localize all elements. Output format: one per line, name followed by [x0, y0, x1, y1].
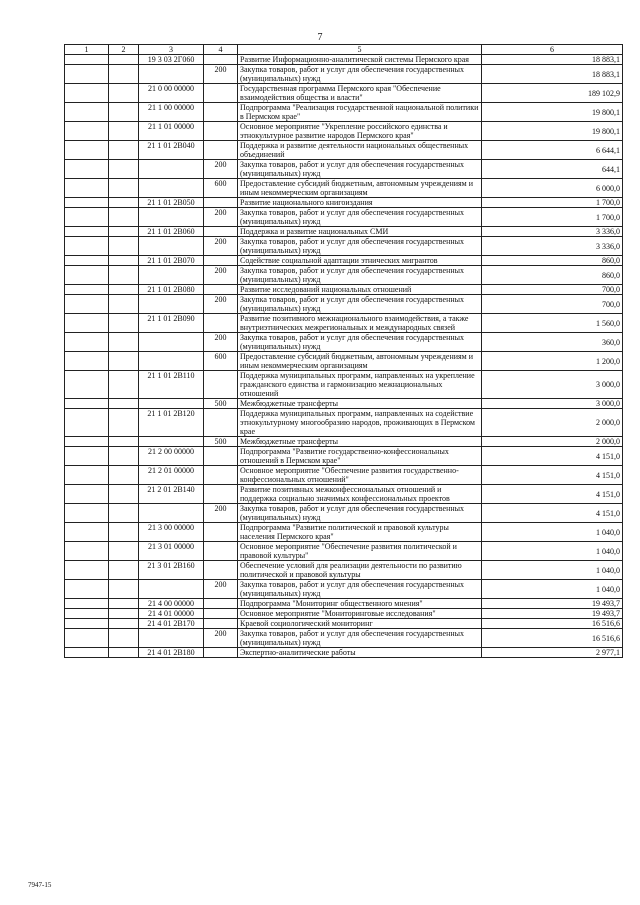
row-cell-empty-1: [65, 256, 109, 266]
row-cell-empty-1: [65, 227, 109, 237]
row-name: Закупка товаров, работ и услуг для обеспечения государственных (муниципальных) нужд: [238, 295, 482, 314]
row-amount: 644,1: [482, 160, 623, 179]
row-cell-empty-1: [65, 629, 109, 648]
header-cell-3: 3: [139, 45, 204, 55]
row-amount: 4 151,0: [482, 485, 623, 504]
row-amount: 1 040,0: [482, 523, 623, 542]
row-expense-type: 200: [204, 629, 238, 648]
row-cell-empty-1: [65, 122, 109, 141]
row-code: [139, 237, 204, 256]
row-cell-empty-1: [65, 437, 109, 447]
row-cell-empty-1: [65, 648, 109, 658]
table-row: [65, 371, 623, 399]
row-cell-empty-2: [109, 466, 139, 485]
row-expense-type: [204, 542, 238, 561]
row-cell-empty-2: [109, 160, 139, 179]
row-amount: 16 516,6: [482, 619, 623, 629]
row-code: [139, 179, 204, 198]
row-name: Межбюджетные трансферты: [238, 399, 482, 409]
row-amount: 3 000,0: [482, 371, 623, 399]
row-cell-empty-2: [109, 352, 139, 371]
row-cell-empty-2: [109, 141, 139, 160]
row-expense-type: [204, 141, 238, 160]
row-cell-empty-1: [65, 266, 109, 285]
row-expense-type: 500: [204, 399, 238, 409]
row-code: 21 1 01 2В080: [139, 285, 204, 295]
header-cell-5: 5: [238, 45, 482, 55]
row-amount: 1 040,0: [482, 542, 623, 561]
row-name: Закупка товаров, работ и услуг для обеспечения государственных (муниципальных) нужд: [238, 237, 482, 256]
row-amount: 860,0: [482, 266, 623, 285]
row-code: 21 2 00 00000: [139, 447, 204, 466]
row-amount: 16 516,6: [482, 629, 623, 648]
table-row: [65, 447, 623, 466]
row-amount: 19 800,1: [482, 122, 623, 141]
table-row: [65, 333, 623, 352]
row-cell-empty-2: [109, 256, 139, 266]
table-row: [65, 409, 623, 437]
row-amount: 1 040,0: [482, 580, 623, 599]
row-code: 21 1 01 2В060: [139, 227, 204, 237]
footnote: 7947-15: [28, 881, 52, 889]
row-code: [139, 65, 204, 84]
row-cell-empty-1: [65, 485, 109, 504]
row-cell-empty-2: [109, 409, 139, 437]
row-expense-type: 200: [204, 580, 238, 599]
row-name: Закупка товаров, работ и услуг для обеспечения государственных (муниципальных) нужд: [238, 160, 482, 179]
table-row: [65, 437, 623, 447]
row-name: Закупка товаров, работ и услуг для обеспечения государственных (муниципальных) нужд: [238, 65, 482, 84]
row-code: 21 4 00 00000: [139, 599, 204, 609]
row-amount: 3 000,0: [482, 399, 623, 409]
row-expense-type: [204, 609, 238, 619]
row-expense-type: [204, 285, 238, 295]
table-row: [65, 122, 623, 141]
table-row: [65, 103, 623, 122]
row-name: Закупка товаров, работ и услуг для обеспечения государственных (муниципальных) нужд: [238, 333, 482, 352]
row-expense-type: 500: [204, 437, 238, 447]
row-code: [139, 333, 204, 352]
header-row: [65, 45, 623, 55]
table-row: [65, 352, 623, 371]
row-name: Основное мероприятие "Обеспечение развития государственно-конфессиональных отношений": [238, 466, 482, 485]
row-cell-empty-2: [109, 122, 139, 141]
row-cell-empty-2: [109, 523, 139, 542]
row-code: [139, 208, 204, 227]
header-cell-4: 4: [204, 45, 238, 55]
row-expense-type: 200: [204, 208, 238, 227]
row-cell-empty-2: [109, 295, 139, 314]
row-cell-empty-1: [65, 561, 109, 580]
row-name: Подпрограмма "Реализация государственной национальной политики в Пермском крае": [238, 103, 482, 122]
table-row: [65, 227, 623, 237]
row-expense-type: [204, 619, 238, 629]
row-amount: 860,0: [482, 256, 623, 266]
row-cell-empty-2: [109, 285, 139, 295]
row-expense-type: 200: [204, 65, 238, 84]
table-row: [65, 198, 623, 208]
row-amount: 360,0: [482, 333, 623, 352]
table-row: [65, 485, 623, 504]
row-amount: 1 560,0: [482, 314, 623, 333]
row-amount: 1 700,0: [482, 208, 623, 227]
row-name: Закупка товаров, работ и услуг для обеспечения государственных (муниципальных) нужд: [238, 208, 482, 227]
row-amount: 1 200,0: [482, 352, 623, 371]
row-code: 21 3 01 00000: [139, 542, 204, 561]
header-cell-2: 2: [109, 45, 139, 55]
row-cell-empty-1: [65, 399, 109, 409]
row-name: Закупка товаров, работ и услуг для обеспечения государственных (муниципальных) нужд: [238, 266, 482, 285]
row-code: 21 1 01 2В050: [139, 198, 204, 208]
row-expense-type: [204, 55, 238, 65]
table-row: [65, 295, 623, 314]
row-cell-empty-1: [65, 198, 109, 208]
row-cell-empty-1: [65, 371, 109, 399]
row-code: 19 3 03 2Г060: [139, 55, 204, 65]
row-expense-type: [204, 122, 238, 141]
row-name: Развитие позитивного межнационального взаимодействия, а также внутриэтнических межрегиональных и международных связей: [238, 314, 482, 333]
row-cell-empty-1: [65, 314, 109, 333]
row-amount: 6 000,0: [482, 179, 623, 198]
row-expense-type: [204, 561, 238, 580]
row-code: [139, 399, 204, 409]
row-cell-empty-2: [109, 629, 139, 648]
budget-table: [64, 44, 623, 658]
table-row: [65, 314, 623, 333]
row-cell-empty-2: [109, 619, 139, 629]
row-amount: 2 000,0: [482, 437, 623, 447]
row-name: Развитие национального книгоиздания: [238, 198, 482, 208]
table-row: [65, 208, 623, 227]
row-code: 21 1 01 2В090: [139, 314, 204, 333]
row-cell-empty-1: [65, 447, 109, 466]
table-row: [65, 599, 623, 609]
row-expense-type: [204, 409, 238, 437]
row-cell-empty-2: [109, 55, 139, 65]
row-name: Подпрограмма "Развитие государственно-конфессиональных отношений в Пермском крае": [238, 447, 482, 466]
row-cell-empty-1: [65, 466, 109, 485]
table-row: [65, 561, 623, 580]
row-expense-type: [204, 466, 238, 485]
row-cell-empty-2: [109, 437, 139, 447]
row-amount: 19 800,1: [482, 103, 623, 122]
row-code: 21 0 00 00000: [139, 84, 204, 103]
row-expense-type: [204, 371, 238, 399]
row-amount: 2 000,0: [482, 409, 623, 437]
row-cell-empty-1: [65, 237, 109, 256]
row-cell-empty-1: [65, 141, 109, 160]
row-name: Предоставление субсидий бюджетным, автономным учреждениям и иным некоммерческим организациям: [238, 352, 482, 371]
row-cell-empty-1: [65, 65, 109, 84]
page-number: 7: [317, 32, 323, 43]
row-cell-empty-1: [65, 160, 109, 179]
row-cell-empty-2: [109, 580, 139, 599]
row-amount: 1 700,0: [482, 198, 623, 208]
table-row: [65, 619, 623, 629]
row-expense-type: [204, 314, 238, 333]
row-expense-type: 200: [204, 237, 238, 256]
row-code: 21 4 01 00000: [139, 609, 204, 619]
row-name: Краевой социологический мониторинг: [238, 619, 482, 629]
table-row: [65, 629, 623, 648]
row-code: 21 4 01 2В180: [139, 648, 204, 658]
row-cell-empty-2: [109, 333, 139, 352]
row-expense-type: [204, 485, 238, 504]
row-code: 21 1 01 00000: [139, 122, 204, 141]
row-cell-empty-2: [109, 371, 139, 399]
row-code: 21 1 01 2В110: [139, 371, 204, 399]
header-cell-6: 6: [482, 45, 623, 55]
row-name: Поддержка и развитие деятельности национальных общественных объединений: [238, 141, 482, 160]
header-cell-1: 1: [65, 45, 109, 55]
row-amount: 4 151,0: [482, 447, 623, 466]
row-cell-empty-1: [65, 542, 109, 561]
row-amount: 4 151,0: [482, 466, 623, 485]
table-row: [65, 84, 623, 103]
row-code: 21 1 00 00000: [139, 103, 204, 122]
row-expense-type: [204, 648, 238, 658]
row-name: Межбюджетные трансферты: [238, 437, 482, 447]
row-code: [139, 295, 204, 314]
row-cell-empty-1: [65, 523, 109, 542]
row-expense-type: [204, 84, 238, 103]
row-expense-type: [204, 523, 238, 542]
row-amount: 3 336,0: [482, 237, 623, 256]
table-row: [65, 542, 623, 561]
row-name: Поддержка муниципальных программ, направленных на укрепление гражданского единства и гармонизацию межнациональных отношений: [238, 371, 482, 399]
table-row: [65, 141, 623, 160]
row-name: Закупка товаров, работ и услуг для обеспечения государственных (муниципальных) нужд: [238, 504, 482, 523]
row-name: Развитие позитивных межконфессиональных отношений и поддержка социально значимых конфессиональных проектов: [238, 485, 482, 504]
row-cell-empty-1: [65, 208, 109, 227]
row-cell-empty-1: [65, 333, 109, 352]
row-cell-empty-2: [109, 504, 139, 523]
row-expense-type: [204, 227, 238, 237]
row-code: [139, 629, 204, 648]
row-cell-empty-2: [109, 84, 139, 103]
row-amount: 4 151,0: [482, 504, 623, 523]
row-expense-type: [204, 256, 238, 266]
row-name: Подпрограмма "Мониторинг общественного мнения": [238, 599, 482, 609]
row-name: Основное мероприятие "Обеспечение развития политической и правовой культуры": [238, 542, 482, 561]
row-code: 21 1 01 2В070: [139, 256, 204, 266]
row-cell-empty-2: [109, 237, 139, 256]
row-code: [139, 437, 204, 447]
row-expense-type: [204, 599, 238, 609]
row-code: 21 2 01 2В140: [139, 485, 204, 504]
row-code: [139, 160, 204, 179]
row-expense-type: 600: [204, 352, 238, 371]
row-name: Экспертно-аналитические работы: [238, 648, 482, 658]
row-expense-type: [204, 447, 238, 466]
row-cell-empty-1: [65, 409, 109, 437]
row-amount: 19 493,7: [482, 599, 623, 609]
row-cell-empty-1: [65, 179, 109, 198]
row-expense-type: 200: [204, 333, 238, 352]
table-row: [65, 179, 623, 198]
row-cell-empty-1: [65, 504, 109, 523]
table-row: [65, 648, 623, 658]
row-amount: 700,0: [482, 285, 623, 295]
row-cell-empty-2: [109, 447, 139, 466]
row-cell-empty-1: [65, 55, 109, 65]
table-row: [65, 399, 623, 409]
row-expense-type: [204, 103, 238, 122]
row-cell-empty-2: [109, 314, 139, 333]
row-name: Поддержка муниципальных программ, направленных на содействие этнокультурному многообразию народов, проживающих в Пермском крае: [238, 409, 482, 437]
row-cell-empty-2: [109, 609, 139, 619]
row-name: Поддержка и развитие национальных СМИ: [238, 227, 482, 237]
row-cell-empty-1: [65, 609, 109, 619]
row-code: [139, 266, 204, 285]
row-cell-empty-2: [109, 208, 139, 227]
row-expense-type: 200: [204, 295, 238, 314]
row-cell-empty-2: [109, 227, 139, 237]
row-name: Закупка товаров, работ и услуг для обеспечения государственных (муниципальных) нужд: [238, 580, 482, 599]
row-cell-empty-2: [109, 266, 139, 285]
row-cell-empty-2: [109, 599, 139, 609]
row-amount: 3 336,0: [482, 227, 623, 237]
row-code: [139, 504, 204, 523]
table-row: [65, 504, 623, 523]
row-cell-empty-2: [109, 65, 139, 84]
row-amount: 18 883,1: [482, 65, 623, 84]
row-code: 21 3 01 2В160: [139, 561, 204, 580]
table-row: [65, 523, 623, 542]
table-row: [65, 160, 623, 179]
table-row: [65, 466, 623, 485]
row-expense-type: 200: [204, 160, 238, 179]
row-code: 21 2 01 00000: [139, 466, 204, 485]
row-expense-type: 200: [204, 266, 238, 285]
table-row: [65, 237, 623, 256]
row-cell-empty-1: [65, 619, 109, 629]
row-cell-empty-2: [109, 179, 139, 198]
row-name: Развитие Информационно-аналитической системы Пермского края: [238, 55, 482, 65]
row-amount: 6 644,1: [482, 141, 623, 160]
row-cell-empty-1: [65, 295, 109, 314]
table-row: [65, 285, 623, 295]
row-code: [139, 580, 204, 599]
row-name: Закупка товаров, работ и услуг для обеспечения государственных (муниципальных) нужд: [238, 629, 482, 648]
row-cell-empty-2: [109, 198, 139, 208]
row-name: Основное мероприятие "Мониторинговые исследования": [238, 609, 482, 619]
table-body: [65, 55, 623, 658]
row-cell-empty-2: [109, 103, 139, 122]
row-expense-type: [204, 198, 238, 208]
row-name: Содействие социальной адаптации этнических мигрантов: [238, 256, 482, 266]
table-row: [65, 55, 623, 65]
table-row: [65, 609, 623, 619]
row-code: 21 4 01 2В170: [139, 619, 204, 629]
row-cell-empty-1: [65, 352, 109, 371]
row-cell-empty-1: [65, 285, 109, 295]
row-amount: 189 102,9: [482, 84, 623, 103]
row-code: 21 1 01 2В120: [139, 409, 204, 437]
row-name: Основное мероприятие "Укрепление российского единства и этнокультурное развитие народов Пермского края": [238, 122, 482, 141]
row-cell-empty-2: [109, 399, 139, 409]
row-expense-type: 600: [204, 179, 238, 198]
row-amount: 2 977,1: [482, 648, 623, 658]
row-code: [139, 352, 204, 371]
row-expense-type: 200: [204, 504, 238, 523]
table-row: [65, 256, 623, 266]
row-name: Подпрограмма "Развитие политической и правовой культуры населения Пермского края": [238, 523, 482, 542]
row-name: Обеспечение условий для реализации деятельности по развитию политической и правовой культуры: [238, 561, 482, 580]
row-cell-empty-1: [65, 84, 109, 103]
table-row: [65, 65, 623, 84]
row-cell-empty-2: [109, 485, 139, 504]
row-cell-empty-2: [109, 648, 139, 658]
row-amount: 19 493,7: [482, 609, 623, 619]
table-row: [65, 580, 623, 599]
row-code: 21 1 01 2В040: [139, 141, 204, 160]
row-amount: 18 883,1: [482, 55, 623, 65]
row-amount: 700,0: [482, 295, 623, 314]
row-name: Предоставление субсидий бюджетным, автономным учреждениям и иным некоммерческим организациям: [238, 179, 482, 198]
row-cell-empty-1: [65, 599, 109, 609]
row-name: Развитие исследований национальных отношений: [238, 285, 482, 295]
row-cell-empty-2: [109, 542, 139, 561]
row-cell-empty-2: [109, 561, 139, 580]
row-cell-empty-1: [65, 103, 109, 122]
row-name: Государственная программа Пермского края "Обеспечение взаимодействия общества и власти": [238, 84, 482, 103]
row-cell-empty-1: [65, 580, 109, 599]
row-code: 21 3 00 00000: [139, 523, 204, 542]
row-amount: 1 040,0: [482, 561, 623, 580]
table-row: [65, 266, 623, 285]
